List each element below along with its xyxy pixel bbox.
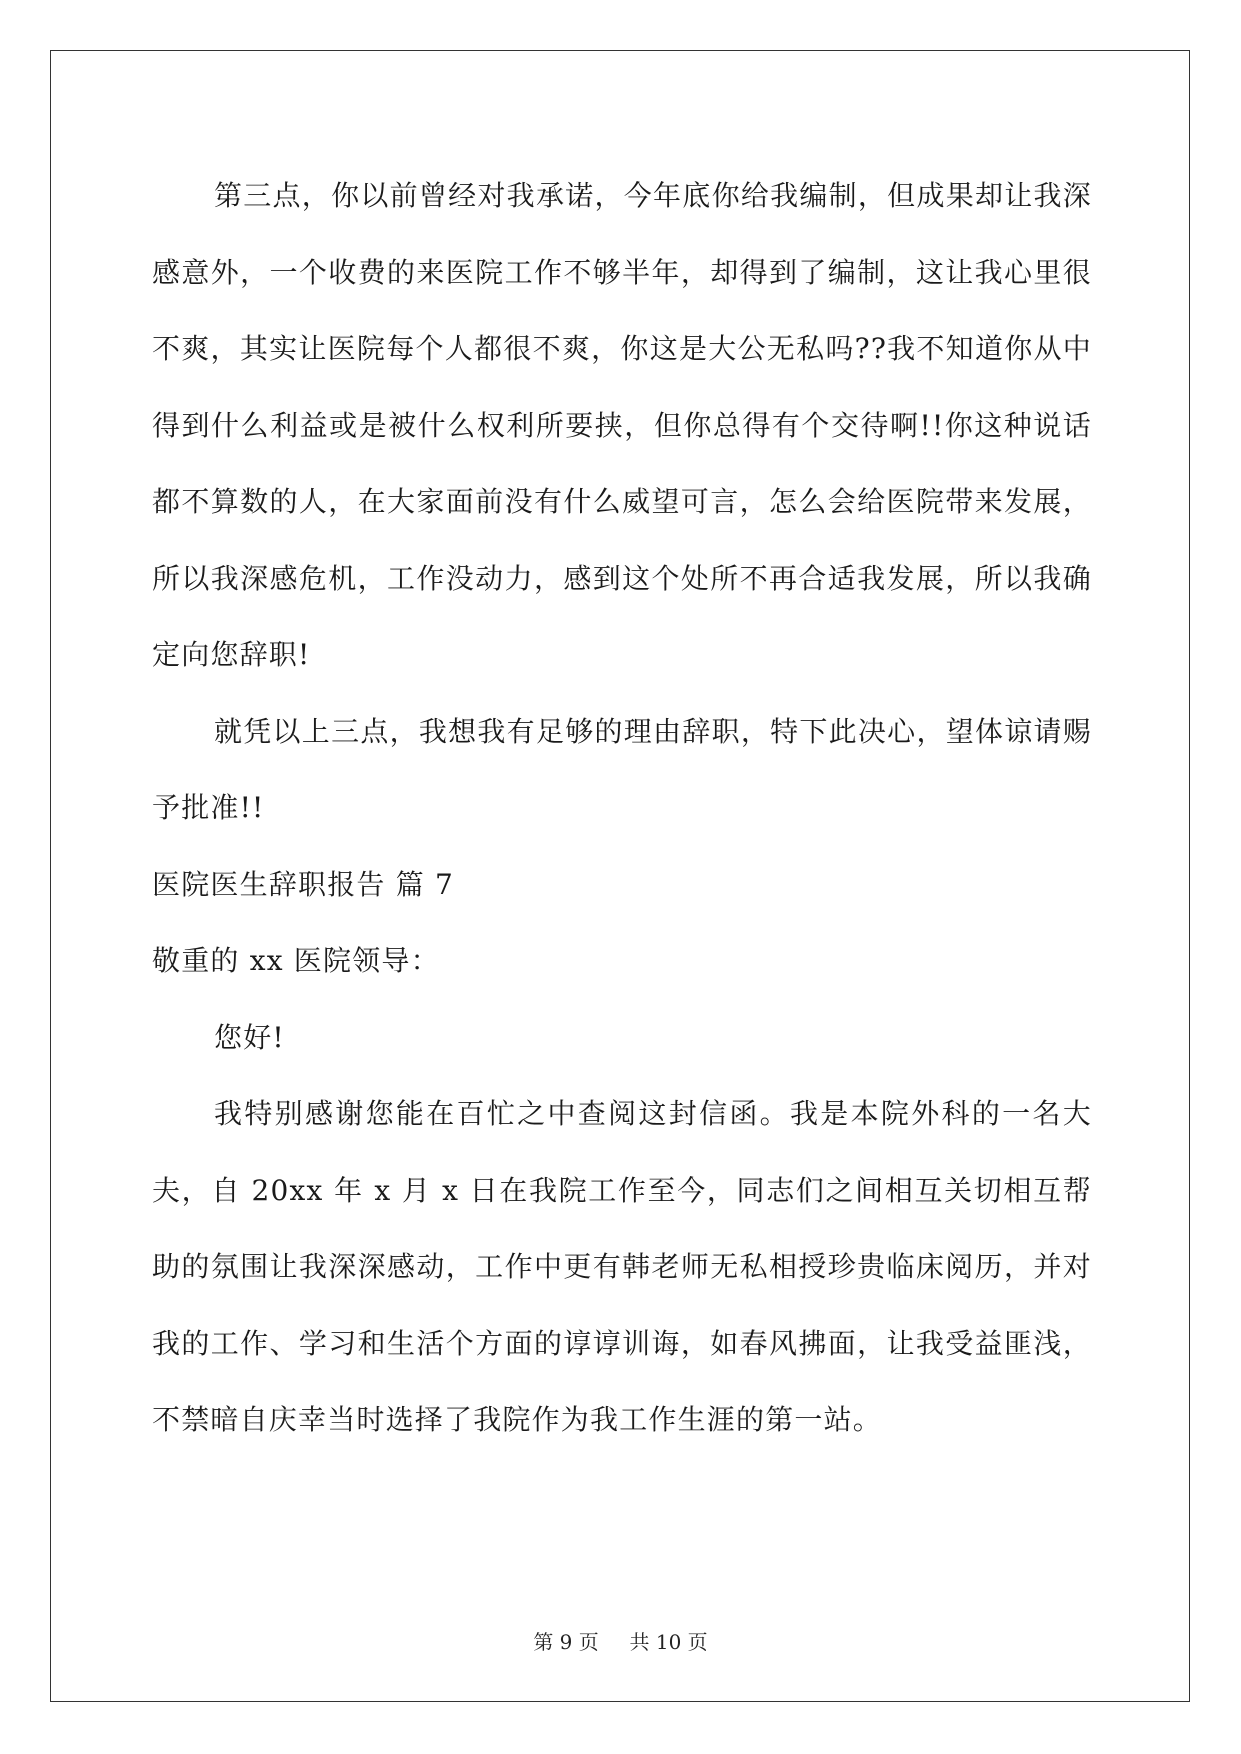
paragraph-point-three: 第三点，你以前曾经对我承诺，今年底你给我编制，但成果却让我深感意外，一个收费的来医院工作不够半年，却得到了编制，这让我心里很不爽，其实让医院每个人都很不爽，你这是大公无私吗??我不知道你从中得到什么利益或是被什么权利所要挟，但你总得有个交待啊!!你这种说话都不算数的人，在大家面前没有什么威望可言，怎么会给医院带来发展，所以我深感危机，工作没动力，感到这个处所不再合适我发展，所以我确定向您辞职!: [152, 179, 1092, 671]
salutation: 敬重的 xx 医院领导：: [152, 944, 440, 977]
document-body: [152, 158, 1092, 1459]
paragraph-introduction: 我特别感谢您能在百忙之中查阅这封信函。我是本院外科的一名大夫，自 20xx 年 x 月 x 日在我院工作至今，同志们之间相互关切相互帮助的氛围让我深深感动，工作中更有韩老师无私相授珍贵临床阅历，并对我的工作、学习和生活个方面的谆谆训诲，如春风拂面，让我受益匪浅，不禁暗自庆幸当时选择了我院作为我工作生涯的第一站。: [152, 1097, 1092, 1436]
page-total: 共 10 页: [629, 1630, 708, 1654]
paragraph-conclusion: 就凭以上三点，我想我有足够的理由辞职，特下此决心，望体谅请赐予批准!!: [152, 714, 1092, 824]
greeting: 您好!: [214, 1020, 285, 1054]
section-title: 医院医生辞职报告 篇 7: [152, 867, 455, 901]
page-number: 第 9 页: [533, 1630, 599, 1654]
page-footer: [0, 1626, 1241, 1655]
